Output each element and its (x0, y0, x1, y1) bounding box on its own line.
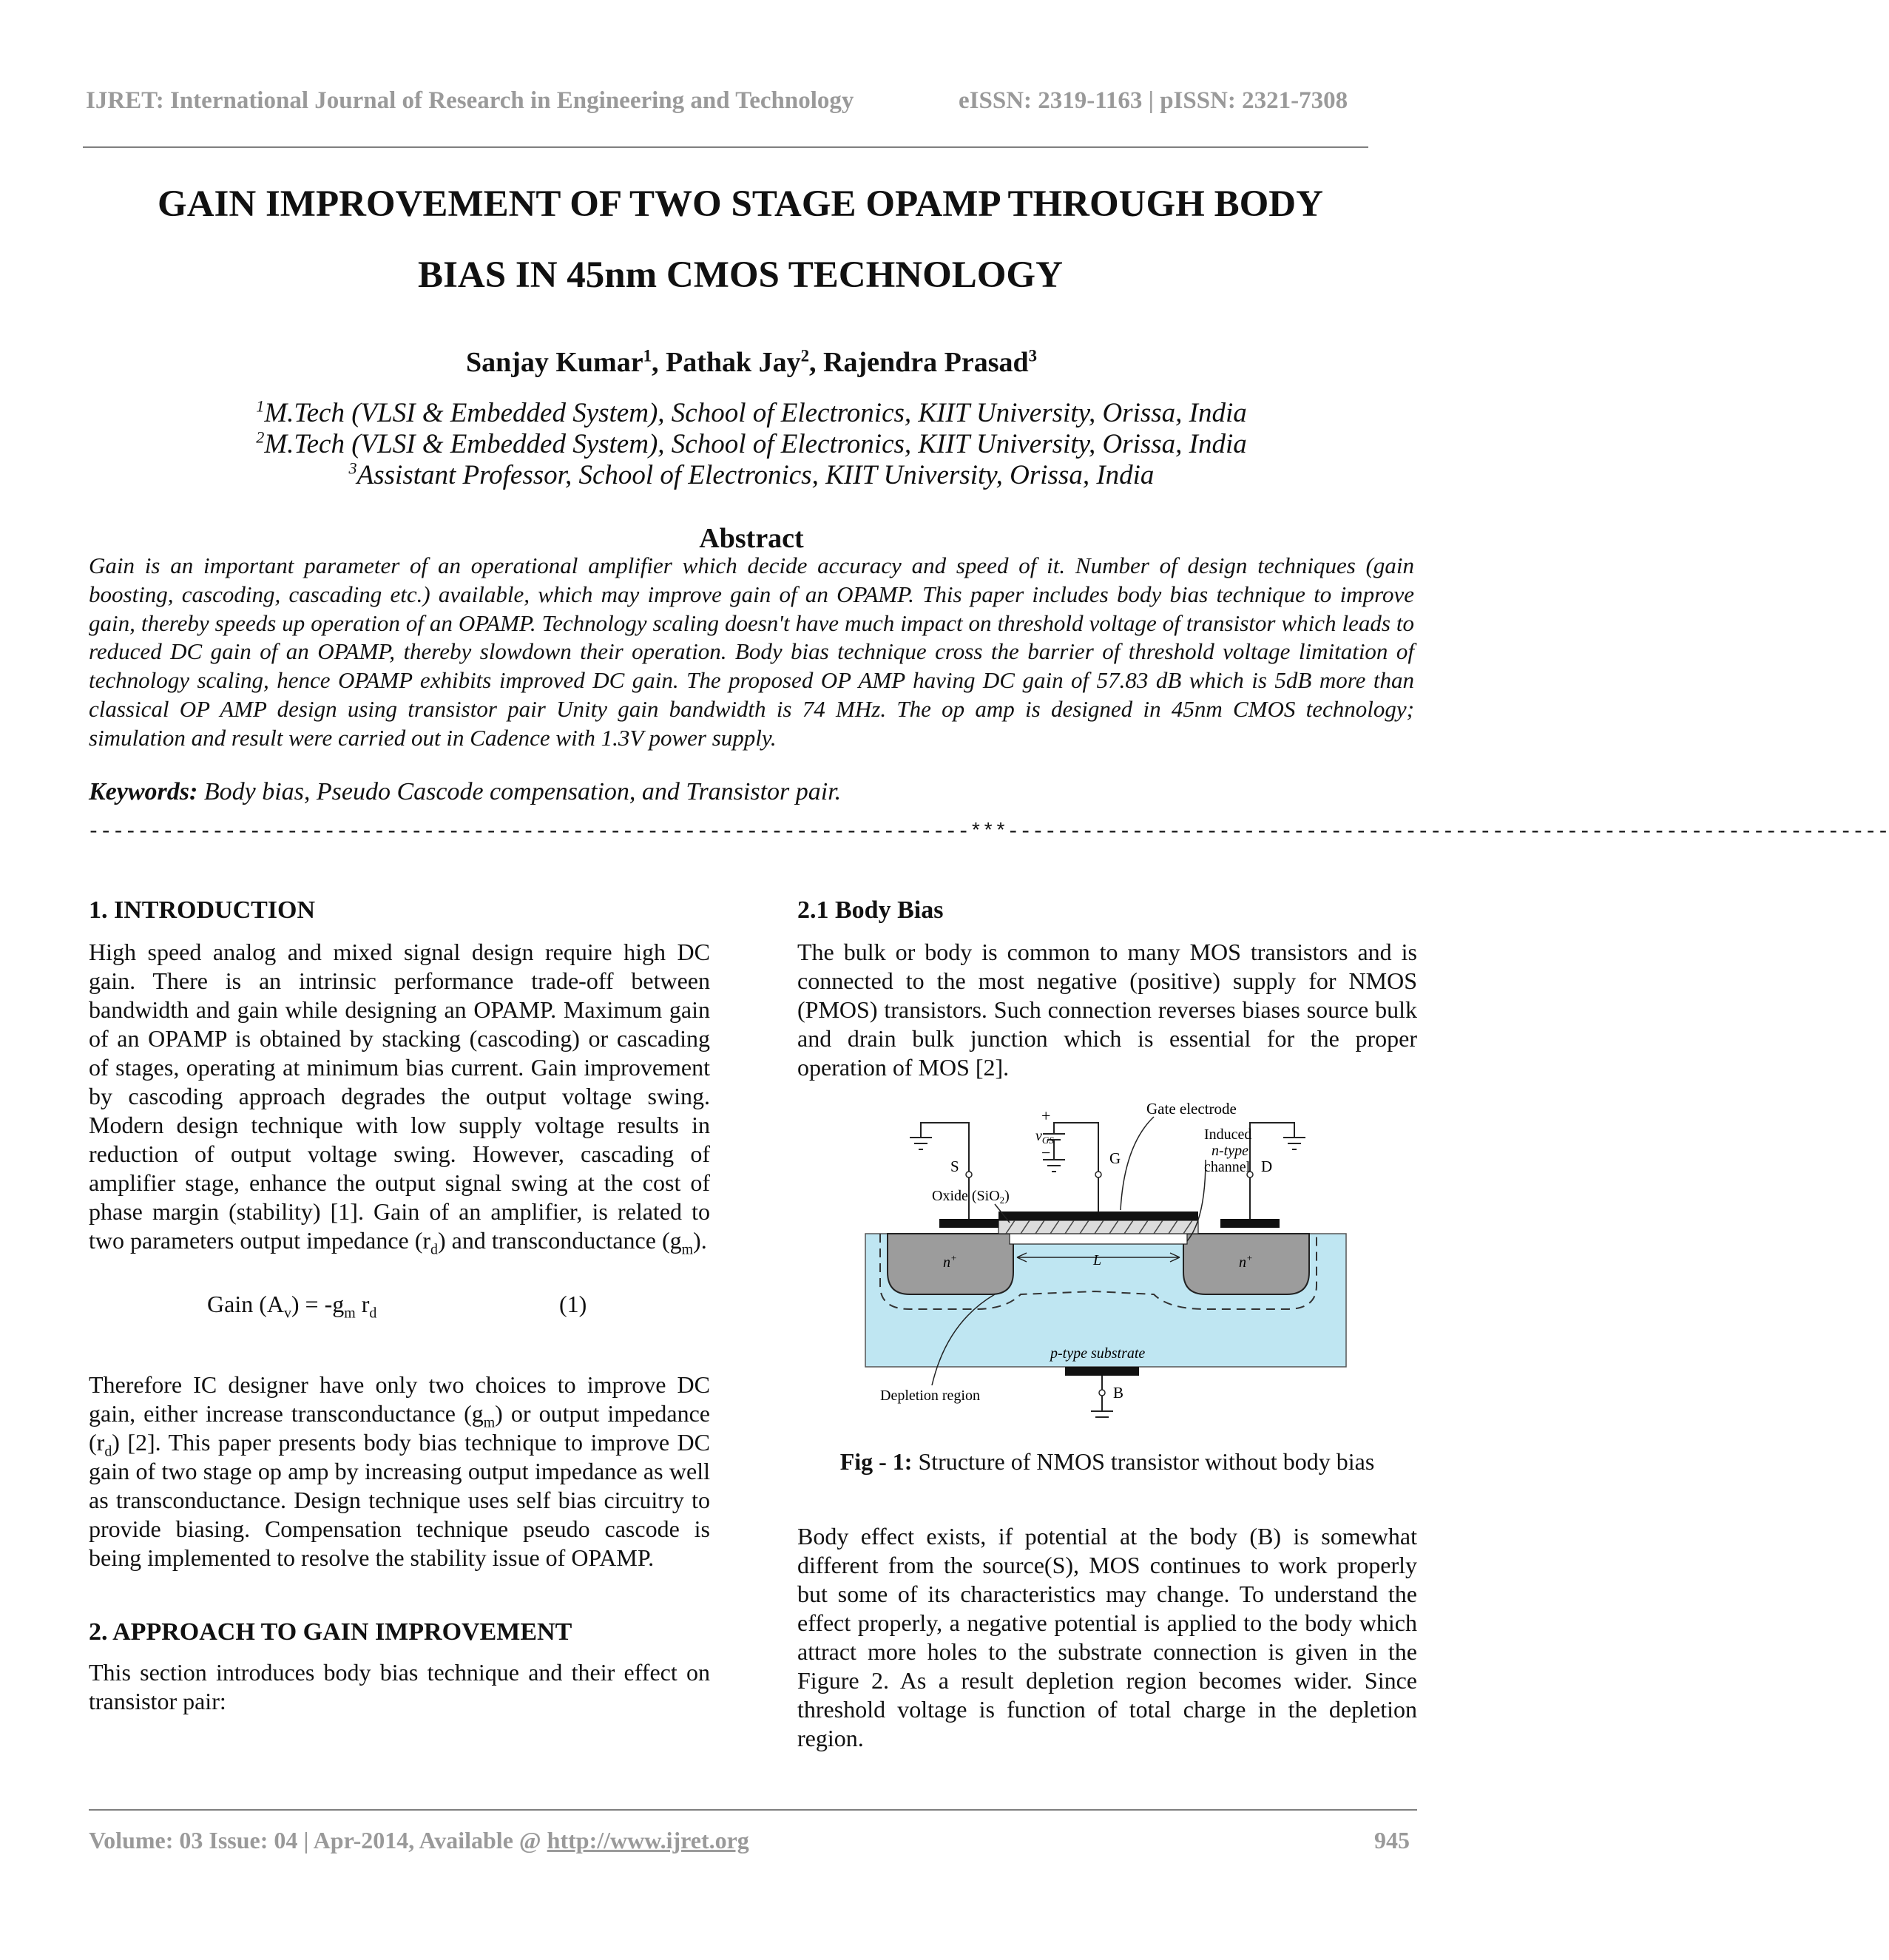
oxide-label: Oxide (SiO$_2$) (932, 1188, 1010, 1206)
eq-sub-m: m (344, 1305, 356, 1322)
intro-p2-part-c: ) [2]. This paper presents body bias technique to improve DC gain of two stage op amp by increasing output impedance as well as transconductance. Design technique uses self bias circuitry to provide biasing. Compensation technique pseudo cascode is being implemented to resolve the stability issue of OPAMP. (89, 1429, 710, 1571)
ground-left-icon (910, 1138, 932, 1149)
issn: eISSN: 2319-1163 | pISSN: 2321-7308 (959, 87, 1348, 114)
gate-terminal (1095, 1172, 1101, 1177)
body-bias-paragraph: The bulk or body is common to many MOS transistors and is connected to the most negative (positive) supply for NMOS (PMOS) transistors. Such connection reverses biases source bulk and drain bulk junction which is essential for the proper operation of MOS [2]. (797, 939, 1417, 1081)
figure-1-caption (797, 1448, 1417, 1476)
vgs-minus: − (1041, 1143, 1051, 1162)
author-2: Pathak Jay (665, 347, 801, 378)
gate-electrode (998, 1212, 1198, 1220)
separator-dashes-left: ----------------------------------------------------------------------- (87, 821, 970, 844)
eq-part-c: r (355, 1291, 370, 1317)
ground-bottom-icon (1091, 1411, 1113, 1417)
source-terminal (966, 1172, 972, 1177)
separator-dashes-right: ----------------------------------------------------------------------- (1007, 821, 1889, 844)
body-label: B (1113, 1384, 1124, 1402)
drain-label: D (1261, 1158, 1273, 1175)
body-bias-heading: 2.1 Body Bias (797, 896, 944, 924)
approach-paragraph: This section introduces body bias technique and their effect on transistor pair: (89, 1659, 710, 1714)
section-separator (87, 821, 1889, 844)
intro-p1-part-c: ). (693, 1227, 707, 1254)
author-3-sup: 3 (1028, 346, 1038, 365)
sub-m: m (681, 1241, 694, 1258)
affiliation-2 (86, 429, 1417, 460)
eq-part-b: ) = -g (291, 1291, 345, 1317)
separator-stars: *** (970, 821, 1007, 844)
drain-diffusion (1183, 1234, 1309, 1294)
affiliation-2-sup: 2 (256, 428, 265, 447)
induced-label-1: Induced (1204, 1126, 1252, 1143)
equation-1 (207, 1291, 377, 1322)
abstract-heading: Abstract (699, 523, 804, 554)
keywords-label: Keywords: (89, 778, 198, 805)
nmos-structure-figure (858, 1101, 1361, 1419)
intro-heading: 1. INTRODUCTION (89, 896, 316, 924)
affiliation-1-text: M.Tech (VLSI & Embedded System), School of Electronics, KIIT University, Orissa, India (264, 398, 1247, 428)
affiliation-1-sup: 1 (256, 396, 265, 416)
sub-d: d (430, 1241, 438, 1258)
journal-link[interactable]: http://www.ijret.org (547, 1827, 749, 1853)
caption-text: Structure of NMOS transistor without body bias (912, 1448, 1375, 1475)
gate-electrode-label: Gate electrode (1146, 1100, 1237, 1118)
title-line-2: BIAS IN 45nm CMOS TECHNOLOGY (418, 254, 1063, 296)
affiliations (86, 398, 1417, 491)
eq-sub-d: d (369, 1305, 377, 1322)
affiliation-3-text: Assistant Professor, School of Electronics, KIIT University, Orissa, India (356, 460, 1155, 490)
source-contact (939, 1219, 998, 1228)
affiliation-2-text: M.Tech (VLSI & Embedded System), School of Electronics, KIIT University, Orissa, India (264, 429, 1247, 459)
body-contact (1065, 1367, 1139, 1376)
page-number: 945 (1374, 1827, 1410, 1853)
keywords-text: Body bias, Pseudo Cascode compensation, and Transistor pair. (197, 778, 842, 805)
body-terminal (1099, 1390, 1105, 1396)
intro-paragraph-2 (89, 1371, 710, 1572)
paper-title (86, 169, 1395, 311)
ground-right-icon (1283, 1138, 1305, 1149)
footer-volume-text: Volume: 03 Issue: 04 | Apr-2014, Available @ (89, 1827, 547, 1853)
author-list: Sanjay Kumar$^1$, Pathak Jay$^2$, Rajendra Prasad$^3$ (465, 346, 1038, 378)
induced-label-2: n-type (1212, 1143, 1248, 1159)
footer-rule (89, 1809, 1417, 1811)
source-diffusion (888, 1234, 1013, 1294)
sub-d-2: d (104, 1443, 112, 1460)
eq-part-a: Gain (A (207, 1291, 284, 1317)
gate-electrode-pointer (1121, 1117, 1154, 1210)
depletion-label: Depletion region (880, 1388, 980, 1404)
author-3: Rajendra Prasad (823, 347, 1029, 378)
gate-label: G (1109, 1149, 1121, 1167)
substrate-label: p-type substrate (1050, 1345, 1146, 1362)
vgs-label: $v_{GS}$ (1035, 1128, 1054, 1146)
intro-p1-part-a: High speed analog and mixed signal design require high DC gain. There is an intrinsic performance trade-off between bandwidth and gain while designing an OPAMP. Maximum gain of an OPAMP is obtained by stacking (cascoding) or cascading of stages, operating at minimum bias current. Gain improvement by cascoding approach degrades the output voltage swing. Modern design technique with low supply voltage results in reduction of output voltage swing. However, cascading of amplifier stage, enhance the output signal swing at the cost of phase margin (stability) [1]. Gain of an amplifier, is related to two parameters output impedance (r (89, 939, 710, 1254)
source-label: S (950, 1158, 959, 1175)
length-label: L (1093, 1252, 1102, 1268)
n-plus-right-label: n+ (1239, 1252, 1253, 1271)
intro-p2-part-a: Therefore IC designer have only two choices to improve DC gain, either increase transconductance (g (89, 1371, 710, 1427)
abstract-text: Gain is an important parameter of an operational amplifier which decide accuracy and speed of it. Number of design techniques (gain boosting, cascoding, cascading etc.) available, which may improve gain of an OPAMP. This paper includes body bias technique to improve gain, thereby speeds up operation of an OPAMP. Technology scaling doesn't have much impact on threshold voltage of transistor which leads to reduced DC gain of an OPAMP, thereby slowdown their operation. Body bias technique cross the barrier of threshold voltage limitation of technology scaling, hence OPAMP exhibits improved DC gain. The proposed OP AMP having DC gain of 57.83 dB which is 5dB more than classical OP AMP design using transistor pair Unity gain bandwidth is 74 MHz. The op amp is designed in 45nm CMOS technology; simulation and result were carried out in Cadence with 1.3V power supply. (89, 552, 1414, 751)
approach-heading: 2. APPROACH TO GAIN IMPROVEMENT (89, 1618, 572, 1646)
keywords (89, 778, 1414, 806)
gate-wire (1054, 1123, 1098, 1212)
equation-1-number: (1) (559, 1291, 587, 1317)
caption-label: Fig - 1: (839, 1448, 913, 1475)
author-2-sup: 2 (800, 346, 810, 365)
body-effect-paragraph: Body effect exists, if potential at the body (B) is somewhat different from the source(S), MOS continues to work properly but some of its characteristics may change. To understand the effect properly, a negative potential is applied to the body which attract more holes to the substrate connection is given in the Figure 2. As a result depletion region becomes wider. Since threshold voltage is function of total charge in the depletion region. (797, 1523, 1417, 1751)
induced-label-3: channel (1204, 1159, 1251, 1175)
author-1-sup: 1 (643, 346, 652, 365)
affiliation-3 (86, 460, 1417, 491)
n-plus-left-label: n+ (943, 1252, 957, 1271)
intro-p1-part-b: ) and transconductance (g (437, 1227, 682, 1254)
drain-contact (1220, 1219, 1280, 1228)
affiliation-3-sup: 3 (348, 459, 357, 478)
footer-volume (89, 1827, 749, 1854)
vgs-plus: + (1041, 1106, 1051, 1125)
intro-paragraph-1 (89, 938, 710, 1258)
induced-channel (1010, 1234, 1187, 1244)
eq-sub-v: v (283, 1305, 291, 1322)
header-rule (83, 146, 1368, 148)
title-line-1: GAIN IMPROVEMENT OF TWO STAGE OPAMP THROUGH BODY (158, 183, 1323, 225)
author-1: Sanjay Kumar (465, 347, 643, 378)
intro-p2-part-b: ) or output impedance (r (89, 1400, 711, 1456)
journal-name: IJRET: International Journal of Research in Engineering and Technology (86, 87, 854, 114)
sub-m-2: m (483, 1414, 496, 1431)
affiliation-1 (86, 398, 1417, 429)
